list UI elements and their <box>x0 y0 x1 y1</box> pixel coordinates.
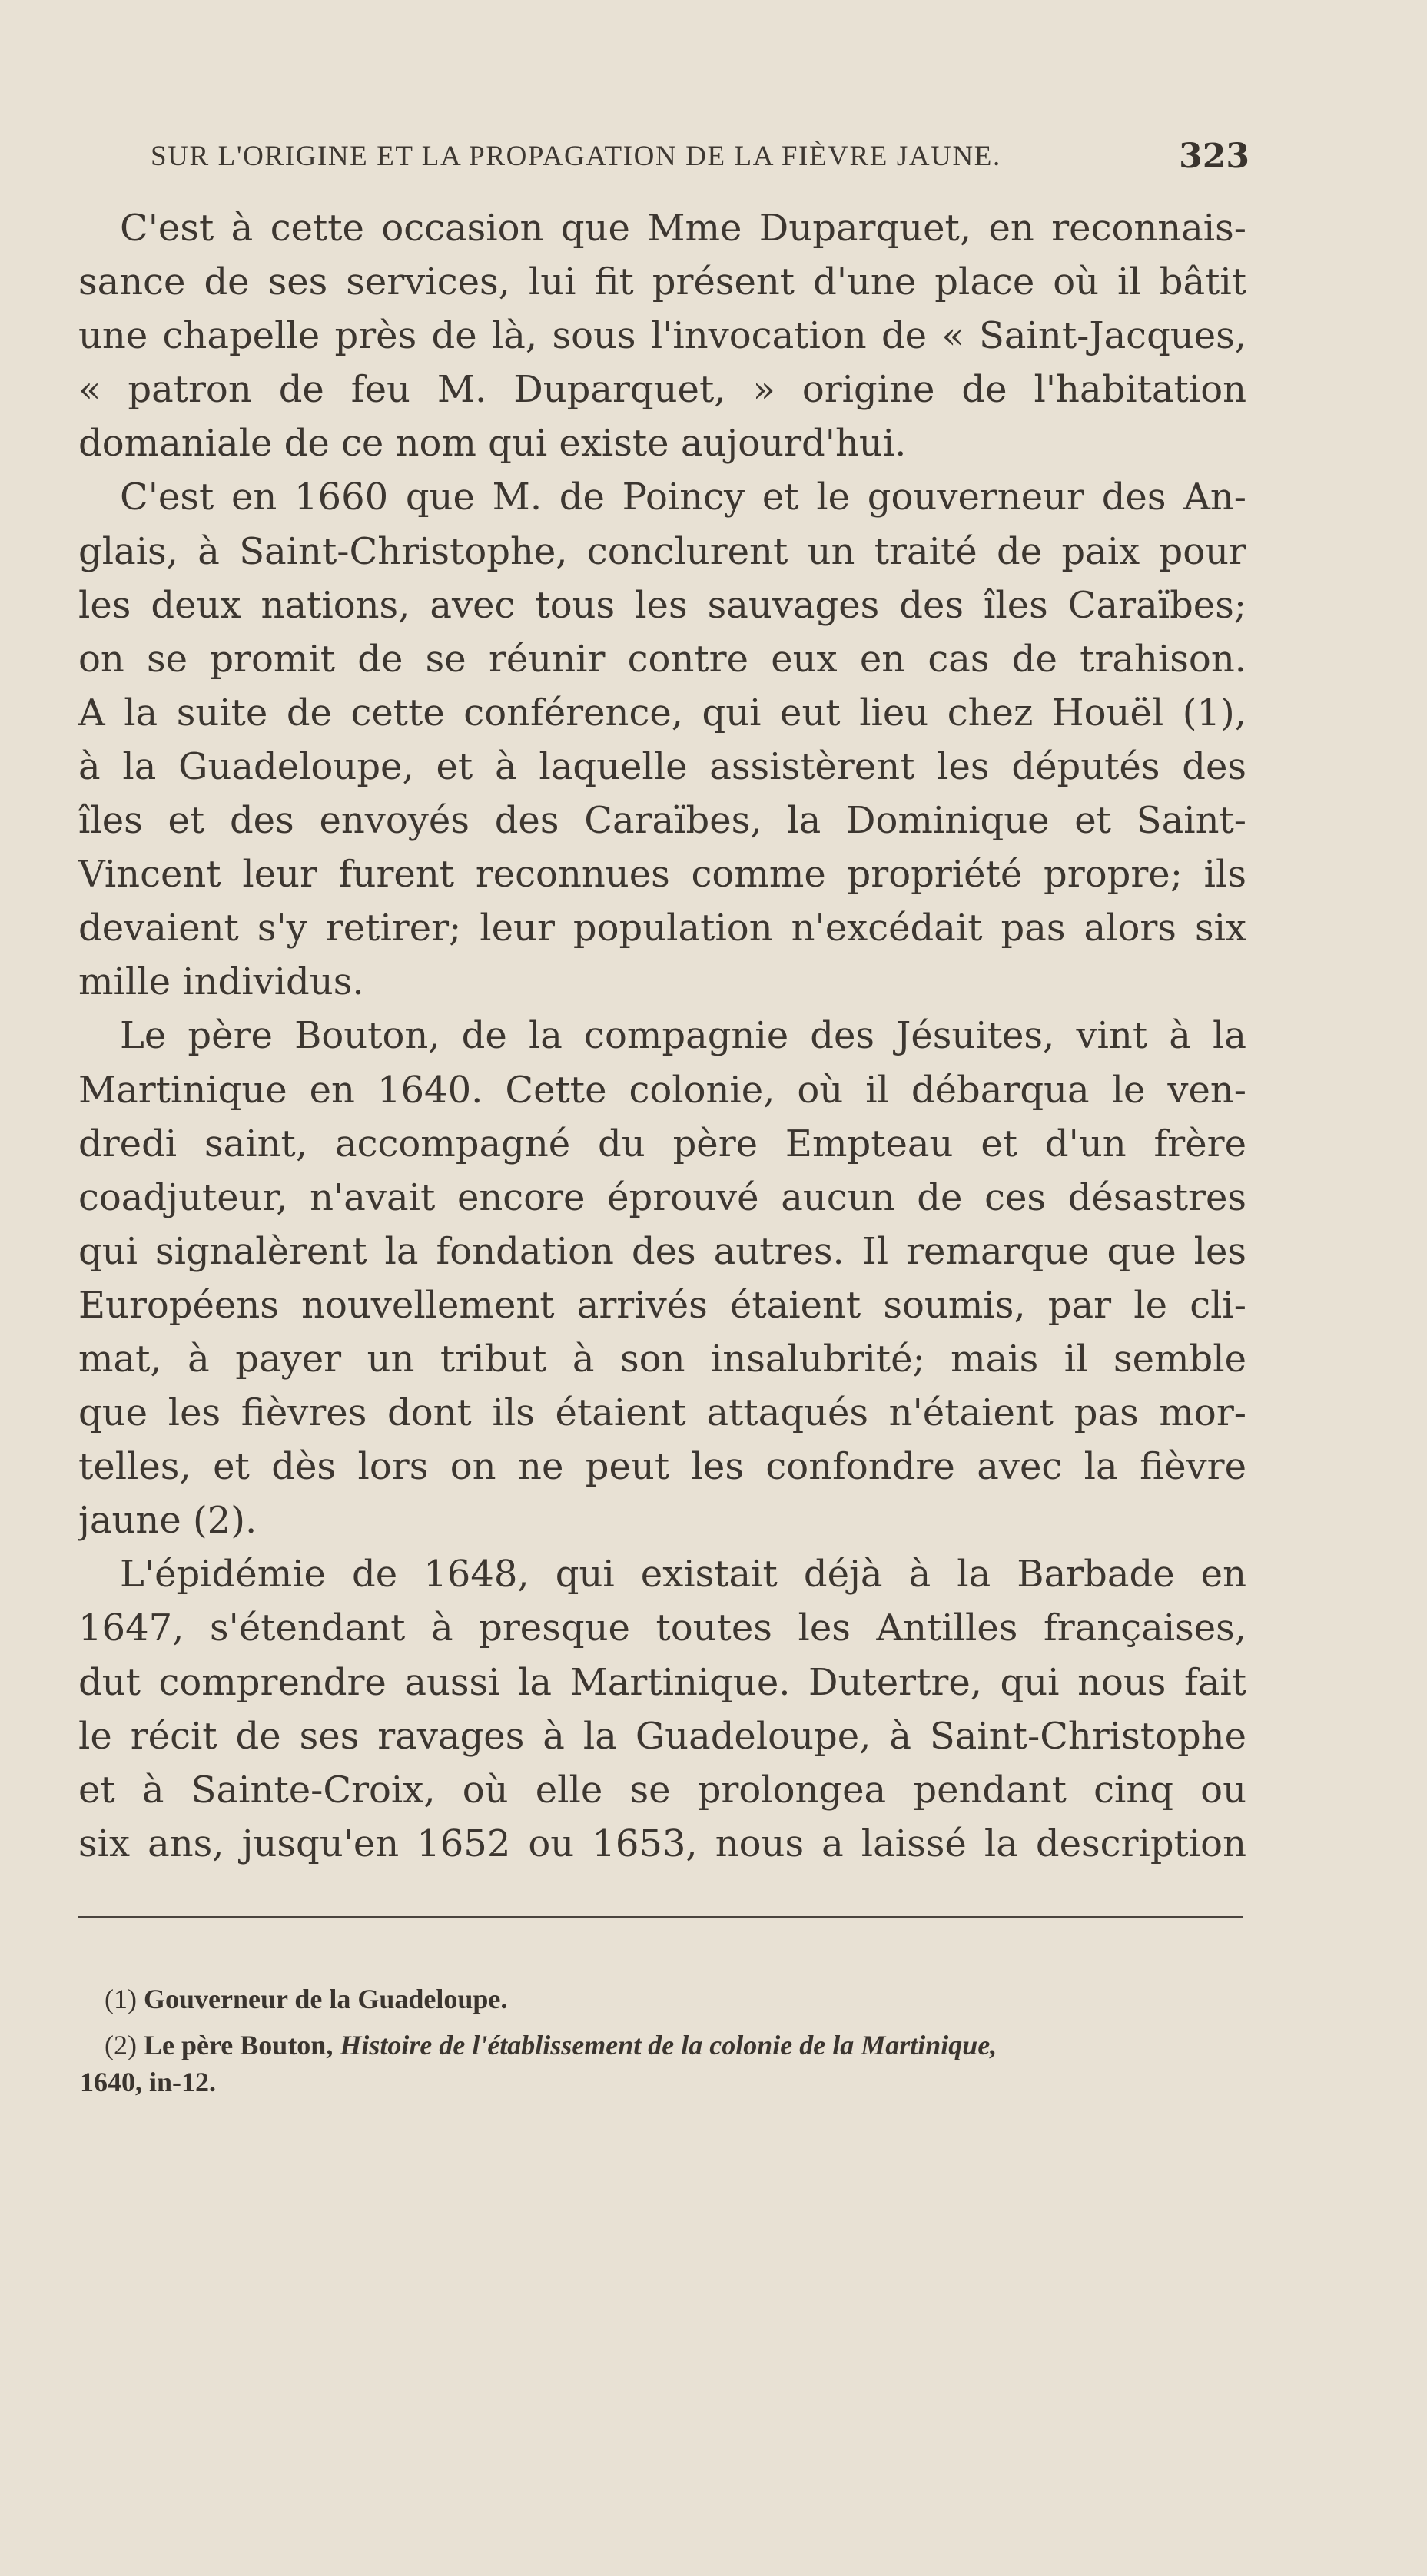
text-line: 1647, s'étendant à presque toutes les Antilles françaises, <box>78 1606 1246 1650</box>
footnote-1 <box>105 1981 1249 2017</box>
text-line: dut comprendre aussi la Martinique. Dutertre, qui nous fait <box>78 1660 1246 1704</box>
text-line: les deux nations, avec tous les sauvages des îles Caraïbes; <box>78 583 1246 627</box>
text-line: C'est à cette occasion que Mme Duparquet, en reconnais- <box>120 207 1246 250</box>
text-line: Européens nouvellement arrivés étaient soumis, par le cli- <box>78 1283 1246 1327</box>
footnote-marker: (1) <box>105 1984 137 2014</box>
footnote-book-title: Histoire de l'établissement de la colonie de la Martinique, <box>340 2030 997 2060</box>
text-line: telles, et dès lors on ne peut les confondre avec la fièvre <box>78 1445 1246 1489</box>
text-line: coadjuteur, n'avait encore éprouvé aucun de ces désastres <box>78 1175 1246 1219</box>
text-line: Martinique en 1640. Cette colonie, où il débarqua le ven- <box>78 1068 1246 1112</box>
footnote-2 <box>105 2027 1249 2064</box>
text-line: mat, à payer un tribut à son insalubrité; mais il semble <box>78 1337 1246 1381</box>
text-line: six ans, jusqu'en 1652 ou 1653, nous a laissé la description <box>78 1822 1246 1865</box>
text-line: une chapelle près de là, sous l'invocation de « Saint-Jacques, <box>78 314 1246 358</box>
footnotes <box>80 1981 1249 2100</box>
text-line: domaniale de ce nom qui existe aujourd'hui. <box>78 422 907 466</box>
body-text <box>78 201 1246 1871</box>
text-line: devaient s'y retirer; leur population n'excédait pas alors six <box>78 907 1246 950</box>
text-line: à la Guadeloupe, et à laquelle assistèrent les députés des <box>78 744 1246 788</box>
text-line: A la suite de cette conférence, qui eut lieu chez Houël (1), <box>78 691 1246 734</box>
footnote-author: Le père Bouton, <box>143 2030 334 2060</box>
text-line: Le père Bouton, de la compagnie des Jésuites, vint à la <box>120 1014 1246 1058</box>
text-line: Vincent leur furent reconnues comme propriété propre; ils <box>78 853 1246 897</box>
text-line: dredi saint, accompagné du père Empteau et d'un frère <box>78 1122 1246 1165</box>
text-line: mille individus. <box>78 960 364 1004</box>
text-line: on se promit de se réunir contre eux en cas de trahison. <box>78 637 1246 681</box>
text-line: C'est en 1660 que M. de Poincy et le gouverneur des An- <box>120 476 1246 519</box>
text-line: îles et des envoyés des Caraïbes, la Dominique et Saint- <box>78 799 1246 843</box>
text-line: L'épidémie de 1648, qui existait déjà à la Barbade en <box>120 1553 1246 1596</box>
text-line: le récit de ses ravages à la Guadeloupe, à Saint-Christophe <box>78 1714 1246 1758</box>
text-line: « patron de feu M. Duparquet, » origine de l'habitation <box>78 368 1246 412</box>
footnote-text: Gouverneur de la Guadeloupe. <box>143 1984 508 2014</box>
text-line: qui signalèrent la fondation des autres. Il remarque que les <box>78 1229 1246 1273</box>
text-line: sance de ses services, lui fit présent d'une place où il bâtit <box>78 260 1246 304</box>
page-number: 323 <box>1179 137 1249 176</box>
footnote-2-continuation: 1640, in-12. <box>80 2067 217 2097</box>
text-line: que les fièvres dont ils étaient attaqués n'étaient pas mor- <box>78 1391 1246 1435</box>
text-line: jaune (2). <box>78 1499 257 1543</box>
running-head <box>151 131 1249 177</box>
footnote-marker: (2) <box>105 2030 137 2060</box>
footnote-separator <box>78 1916 1243 1918</box>
text-line: et à Sainte-Croix, où elle se prolongea pendant cinq ou <box>78 1768 1246 1812</box>
text-line: glais, à Saint-Christophe, conclurent un traité de paix pour <box>78 529 1246 573</box>
running-title: SUR L'ORIGINE ET LA PROPAGATION DE LA FIÈVRE JAUNE. <box>151 141 1001 172</box>
